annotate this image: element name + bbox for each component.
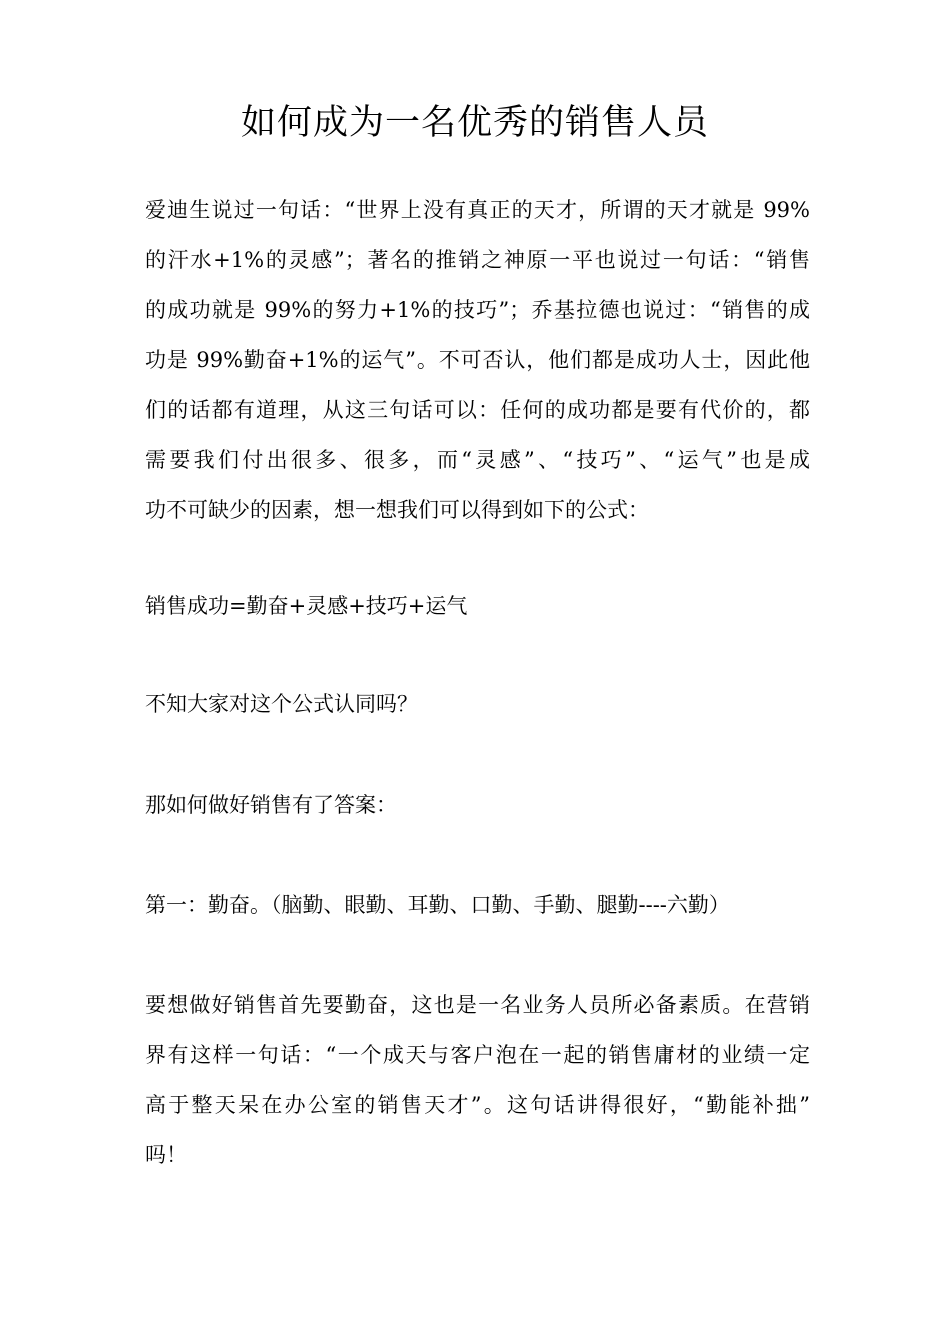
paragraph-line: 吗！: [145, 1143, 187, 1167]
formula-line: [145, 581, 810, 631]
paragraph-line: 爱迪生说过一句话：“世界上没有真正的天才，所谓的天才就是 99%: [145, 198, 810, 222]
paragraph-line: 高于整天呆在办公室的销售天才”。这句话讲得很好，“勤能补拙”: [145, 1093, 810, 1117]
document-title: 如何成为一名优秀的销售人员: [240, 103, 709, 143]
paragraph-diligence: [145, 980, 810, 1180]
formula-text: 销售成功=勤奋+灵感+技巧+运气: [145, 594, 468, 618]
first-point-heading: [145, 880, 810, 930]
paragraph-line: 功是 99%勤奋+1%的运气”。不可否认，他们都是成功人士，因此他: [145, 348, 810, 372]
paragraph-line: 需要我们付出很多、很多，而“灵感”、“技巧”、“运气”也是成: [145, 448, 810, 472]
answer-intro-line: [145, 780, 810, 830]
paragraph-line: 的成功就是 99%的努力+1%的技巧”；乔基拉德也说过：“销售的成: [145, 298, 810, 322]
paragraph-line: 的汗水+1%的灵感”；著名的推销之神原一平也说过一句话：“销售: [145, 248, 810, 272]
question-text: 不知大家对这个公式认同吗？: [145, 692, 418, 716]
first-point-text: 第一：勤奋。（脑勤、眼勤、耳勤、口勤、手勤、腿勤----六勤）: [145, 893, 730, 917]
paragraph-line: 们的话都有道理，从这三句话可以：任何的成功都是要有代价的，都: [145, 398, 810, 422]
question-line: [145, 679, 810, 729]
paragraph-intro: [145, 185, 810, 535]
paragraph-line: 功不可缺少的因素，想一想我们可以得到如下的公式：: [145, 498, 649, 522]
paragraph-line: 要想做好销售首先要勤奋，这也是一名业务人员所必备素质。在营销: [145, 993, 810, 1017]
answer-intro-text: 那如何做好销售有了答案：: [145, 793, 397, 817]
paragraph-line: 界有这样一句话：“一个成天与客户泡在一起的销售庸材的业绩一定: [145, 1043, 810, 1067]
